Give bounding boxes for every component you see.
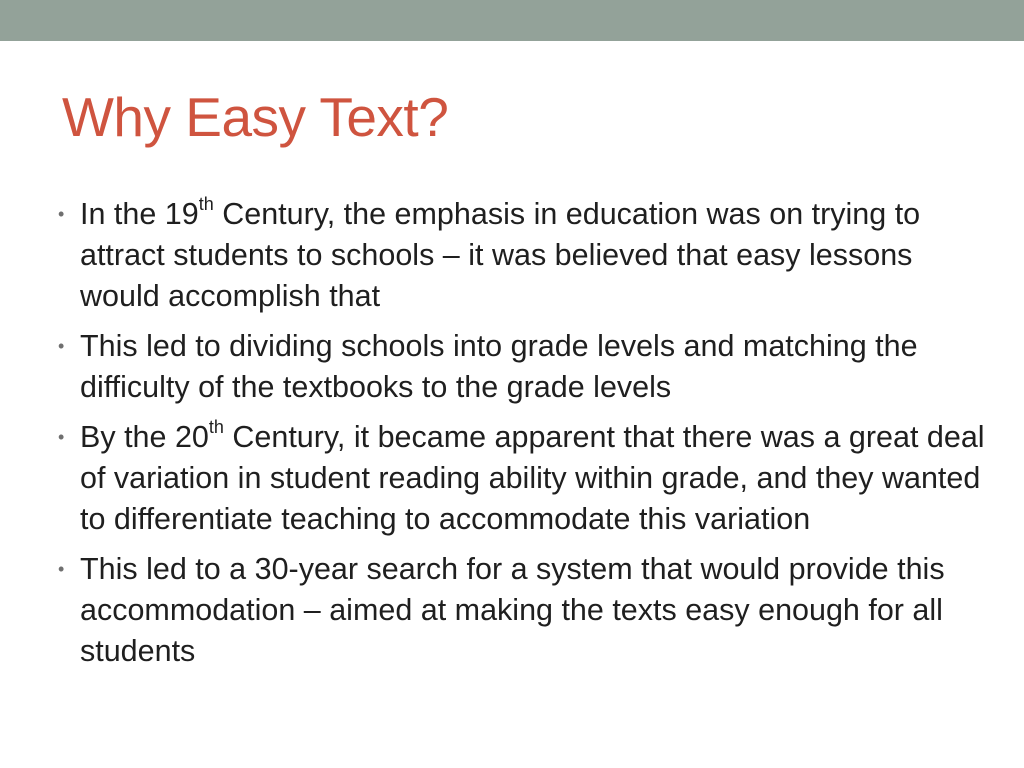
bullet-icon: • [58,336,65,356]
ordinal-suffix: th [208,416,224,437]
ordinal-suffix: th [198,193,214,214]
bullet-list [58,194,988,681]
bullet-text: This led to dividing schools into grade levels and matching the difficulty of the textbooks to the grade levels [80,329,918,404]
bullet-text-part: By the 20 [80,420,209,454]
header-band [0,0,1024,41]
bullet-text [80,193,921,313]
bullet-icon: • [58,559,65,579]
bullet-icon: • [58,427,65,447]
bullet-item [58,326,988,408]
bullet-item [58,549,988,672]
bullet-text-part: Century, it became apparent that there was a great deal of variation in student reading ability within grade, and they wanted to differentiate teaching to accommodate this variation [80,420,985,536]
bullet-text-part: In the 19 [80,197,199,231]
bullet-item [58,417,988,540]
bullet-text-part: Century, the emphasis in education was on trying to attract students to schools – it was believed that easy lessons would accomplish that [80,197,921,313]
bullet-text: This led to a 30-year search for a system that would provide this accommodation – aimed at making the texts easy enough for all students [80,552,945,668]
bullet-item [58,194,988,317]
slide-title: Why Easy Text? [62,86,449,148]
bullet-text [80,416,985,536]
bullet-icon: • [58,204,65,224]
